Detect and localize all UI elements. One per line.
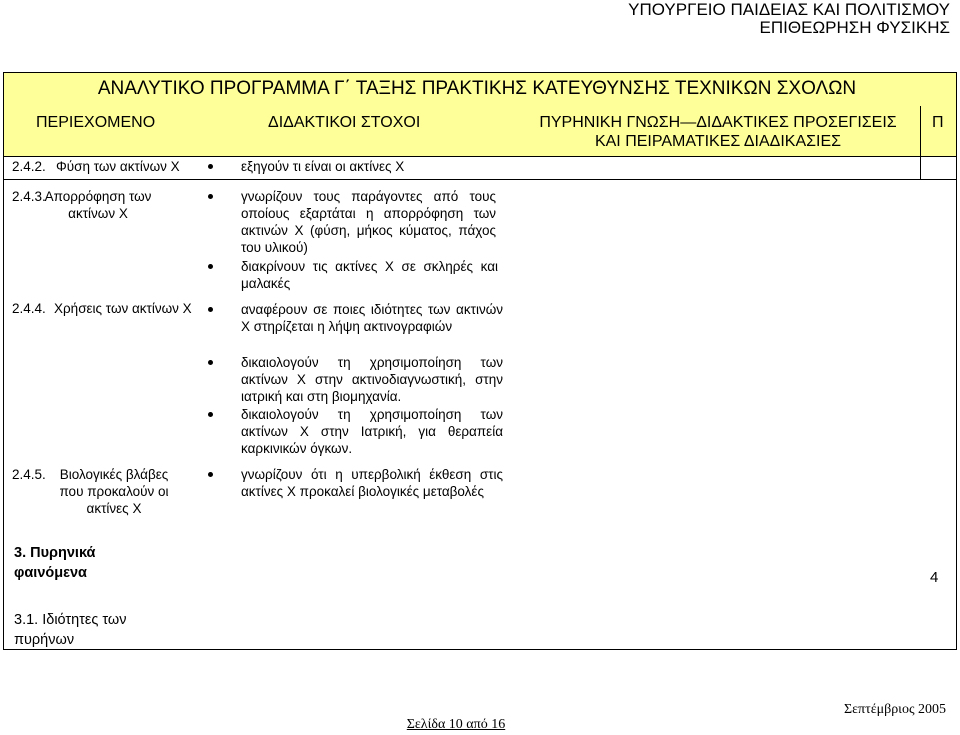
column-header-core-knowledge — [518, 113, 918, 151]
bullet-icon — [208, 472, 213, 477]
objective-text: γνωρίζουν ότι η υπερβολική έκθεση στις ακτίνες Χ προκαλεί βιολογικές μεταβολές — [241, 467, 503, 499]
section-title: Βιολογικές βλάβες που προκαλούν οι ακτίνες Χ — [59, 467, 169, 516]
column-divider-periods — [920, 106, 921, 180]
page-number-text: Σελίδα 10 από 16 — [406, 717, 506, 732]
objective-text: γνωρίζουν τους παράγοντες από τους οποίους εξαρτάται η απορρόφηση των ακτινών Χ (φύση, μήκος κύματος, πάχος του υλικού) — [241, 189, 496, 255]
section-number: 2.4.5. — [12, 467, 46, 482]
column-header-content: ΠΕΡΙΕΧΟΜΕΝΟ — [36, 114, 156, 131]
section-number: 2.4.3. — [12, 189, 46, 204]
column-header-objectives: ΔΙΔΑΚΤΙΚΟΙ ΣΤΟΧΟΙ — [268, 114, 421, 131]
bullet-icon — [208, 164, 213, 169]
objective-text: δικαιολογούν τη χρησιμοποίηση των ακτίνων Χ στην Ιατρική, για θεραπεία καρκινικών όγκων. — [241, 407, 503, 456]
objective-item — [208, 406, 503, 457]
section-number: 2.4.2. — [12, 159, 46, 174]
section-title: Φύση των ακτίνων Χ — [56, 159, 180, 174]
row-divider — [3, 179, 957, 180]
footer-date: Σεπτέμβριος 2005 — [843, 702, 946, 717]
column-header-core-knowledge-line2: ΚΑΙ ΠΕΙΡΑΜΑΤΙΚΕΣ ΔΙΑΔΙΚΑΣΙΕΣ — [594, 133, 842, 150]
ministry-name: ΥΠΟΥΡΓΕΙΟ ΠΑΙΔΕΙΑΣ ΚΑΙ ΠΟΛΙΤΙΣΜΟΥ — [628, 0, 950, 19]
objective-text: διακρίνουν τις ακτίνες Χ σε σκληρές και μαλακές — [241, 259, 498, 291]
bullet-icon — [208, 264, 213, 269]
chapter-3-periods: 4 — [930, 569, 939, 586]
table-title: ΑΝΑΛΥΤΙΚΟ ΠΡΟΓΡΑΜΜΑ Γ΄ ΤΑΞΗΣ ΠΡΑΚΤΙΚΗΣ ΚΑΤΕΥΘΥΝΣΗΣ ΤΕΧΝΙΚΩΝ ΣΧΟΛΩΝ — [97, 78, 857, 99]
inspectorate-name: ΕΠΙΘΕΩΡΗΣΗ ΦΥΣΙΚΗΣ — [759, 18, 950, 37]
bullet-icon — [208, 360, 213, 365]
objective-item — [208, 258, 498, 292]
objective-item — [208, 466, 503, 500]
objective-item — [208, 158, 508, 175]
section-title: Απορρόφηση των ακτίνων Χ — [44, 189, 152, 221]
objective-text: δικαιολογούν τη χρησιμοποίηση των ακτίνων Χ στην ακτινοδιαγνωστική, στην ιατρική και στη βιομηχανία. — [241, 355, 503, 404]
column-header-periods: Π — [932, 114, 944, 131]
objective-text: εξηγούν τι είναι οι ακτίνες Χ — [241, 159, 405, 174]
bullet-icon — [208, 412, 213, 417]
objective-item — [208, 188, 496, 256]
objective-item — [208, 354, 503, 405]
section-title: Χρήσεις των ακτίνων Χ — [54, 301, 192, 316]
objective-item — [208, 301, 503, 335]
footer-page-number — [0, 717, 912, 733]
column-header-core-knowledge-line1: ΠΥΡΗΝΙΚΗ ΓΝΩΣΗ—ΔΙΔΑΚΤΙΚΕΣ ΠΡΟΣΕΓΙΣΕΙΣ — [539, 114, 897, 131]
chapter-3-title: 3. Πυρηνικά φαινόμενα — [14, 545, 96, 581]
bullet-icon — [208, 307, 213, 312]
section-3-1-title: 3.1. Ιδιότητες των πυρήνων — [14, 612, 127, 648]
objective-text: αναφέρουν σε ποιες ιδιότητες των ακτινών Χ στηρίζεται η λήψη ακτινογραφιών — [241, 302, 503, 334]
bullet-icon — [208, 194, 213, 199]
section-number: 2.4.4. — [12, 301, 46, 316]
